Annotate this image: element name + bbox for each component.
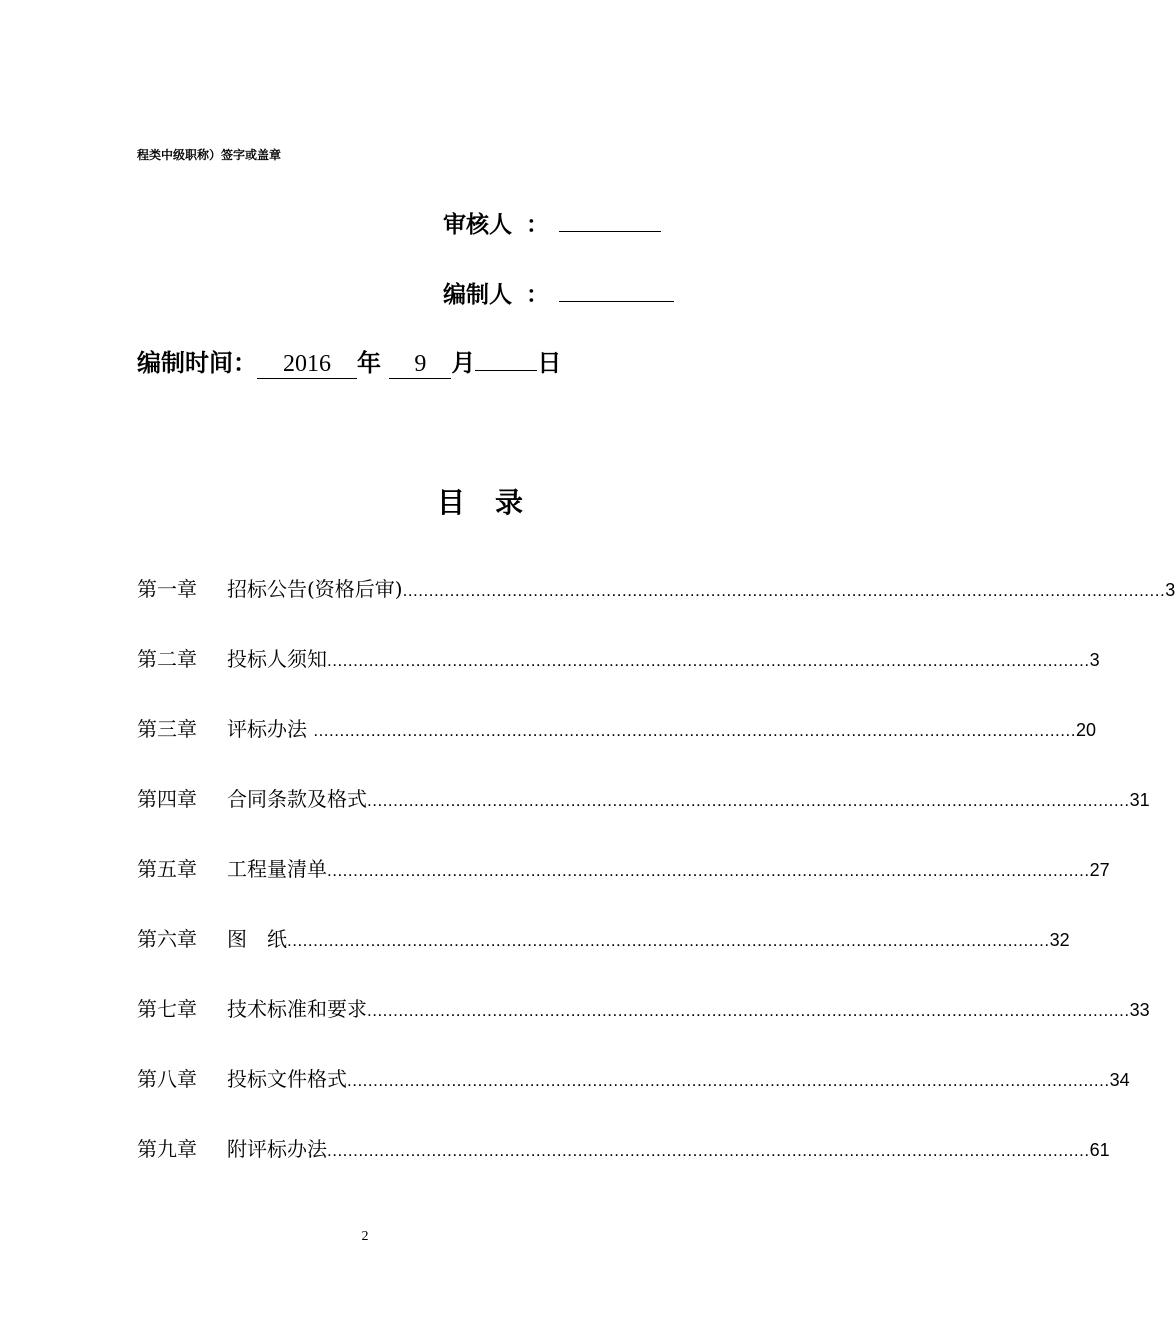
- compiler-colon: ：: [526, 282, 549, 308]
- toc-title-text: 评标办法: [227, 717, 314, 741]
- toc-item[interactable]: [137, 923, 1070, 953]
- toc-leader-dots: ..................................................................................................................................................: [367, 791, 1130, 810]
- toc-item[interactable]: [137, 573, 1175, 603]
- toc-item[interactable]: [137, 783, 1150, 813]
- toc-page: 34: [1109, 1070, 1130, 1090]
- date-year: 2016: [257, 351, 357, 379]
- toc-page: 3: [1165, 580, 1175, 600]
- toc-title-text: 合同条款及格式: [227, 787, 367, 811]
- toc-leader-dots: ..................................................................................................................................................: [327, 1141, 1090, 1160]
- toc-page: 31: [1129, 790, 1150, 810]
- toc-title-text: 图 纸: [227, 927, 287, 951]
- date-year-unit: 年: [357, 349, 381, 377]
- date-day-unit: 日: [537, 349, 562, 377]
- toc-item[interactable]: [137, 713, 1096, 743]
- reviewer-label: 审核人: [443, 212, 512, 238]
- toc-leader-dots: ..................................................................................................................................................: [347, 1071, 1110, 1090]
- toc-chapter: 第一章: [137, 577, 197, 601]
- toc-chapter: 第五章: [137, 857, 197, 881]
- reviewer-colon: ：: [526, 212, 549, 238]
- toc-page: 61: [1089, 1140, 1110, 1160]
- toc-leader-dots: ..................................................................................................................................................: [367, 1001, 1130, 1020]
- toc-chapter: 第四章: [137, 787, 197, 811]
- toc-leader-dots: ..................................................................................................................................................: [313, 721, 1076, 740]
- signature-caption: 程类中级职称）签字或盖章: [137, 148, 282, 162]
- toc-leader-dots: ..................................................................................................................................................: [287, 931, 1050, 950]
- toc-chapter: 第三章: [137, 717, 197, 741]
- date-day: [475, 370, 537, 371]
- page-number: 2: [361, 1229, 369, 1244]
- toc-item[interactable]: [137, 993, 1150, 1023]
- toc-chapter: 第九章: [137, 1137, 197, 1161]
- compile-date-row: [137, 343, 561, 379]
- compiler-row: [443, 276, 674, 309]
- toc-leader-dots: ..................................................................................................................................................: [327, 861, 1090, 880]
- toc-item[interactable]: [137, 1133, 1110, 1163]
- toc-title: 目录: [436, 486, 553, 519]
- reviewer-signature-line: [559, 209, 661, 232]
- toc-chapter: 第七章: [137, 997, 197, 1021]
- toc-chapter: 第八章: [137, 1067, 197, 1091]
- toc-leader-dots: ..................................................................................................................................................: [327, 651, 1090, 670]
- toc-page: 32: [1049, 930, 1070, 950]
- toc-title-text: 投标文件格式: [227, 1067, 347, 1091]
- toc-chapter: 第六章: [137, 927, 197, 951]
- compiler-signature-line: [559, 279, 674, 302]
- date-month-unit: 月: [451, 349, 476, 377]
- toc-item[interactable]: [137, 853, 1110, 883]
- toc-item[interactable]: [137, 1063, 1130, 1093]
- toc-item[interactable]: [137, 643, 1100, 673]
- toc-chapter: 第二章: [137, 647, 197, 671]
- compiler-label: 编制人: [443, 282, 512, 308]
- toc-title-text: 投标人须知: [227, 647, 327, 671]
- date-month: 9: [389, 351, 451, 379]
- reviewer-row: [443, 206, 661, 239]
- toc-title-text: 技术标准和要求: [227, 997, 367, 1021]
- toc-page: 20: [1075, 720, 1096, 740]
- toc-title-text: 工程量清单: [227, 857, 327, 881]
- toc-page: 3: [1089, 650, 1100, 670]
- toc-title-text: 附评标办法: [227, 1137, 327, 1161]
- date-label: 编制时间：: [137, 349, 257, 377]
- toc-leader-dots: ..................................................................................................................................................: [402, 581, 1166, 600]
- toc-page: 33: [1129, 1000, 1150, 1020]
- toc-page: 27: [1089, 860, 1110, 880]
- toc-title-text: 招标公告(资格后审): [227, 577, 403, 601]
